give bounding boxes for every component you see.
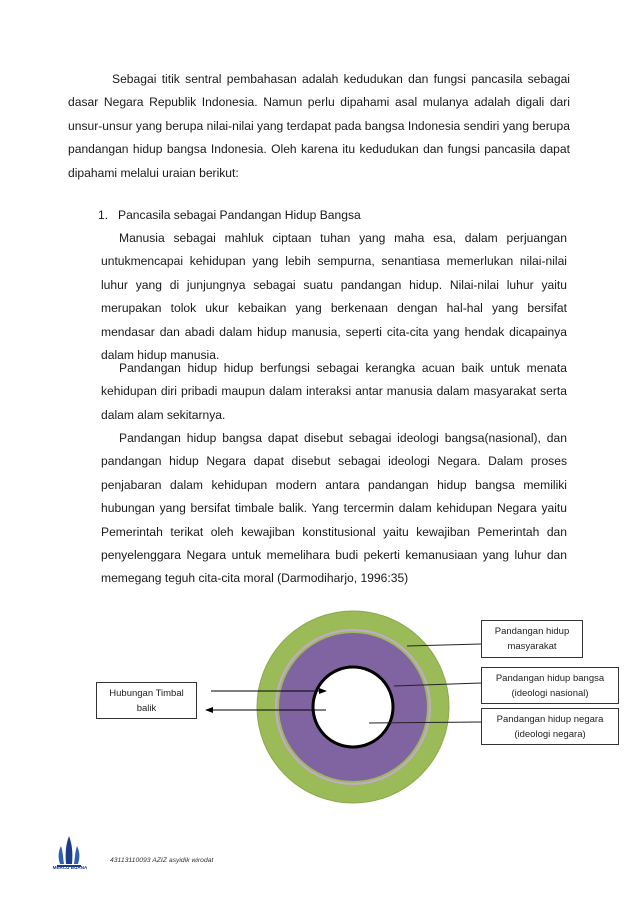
paragraph-kerangka-acuan: Pandangan hidup hidup berfungsi sebagai kerangka acuan baik untuk menata kehidupan diri pribadi maupun dalam interaksi antar manusia dalam masyarakat serta dalam alam sekitarnya. <box>101 361 567 422</box>
label-negara-line1: Pandangan hidup negara <box>496 714 604 725</box>
label-timbal-line1: Hubungan Timbal <box>109 688 184 699</box>
list-heading-text: Pancasila sebagai Pandangan Hidup Bangsa <box>118 208 361 222</box>
list-number: 1. <box>98 208 109 222</box>
intro-paragraph: Sebagai titik sentral pembahasan adalah kedudukan dan fungsi pancasila sebagai dasar Negara Republik Indonesia. Namun perlu dipahami asal mulanya adalah digali dari unsur-unsur yang berupa nilai-nilai yang terdapat pada bangsa Indonesia sendiri yang berupa pandangan hidup bangsa Indonesia. Oleh karena itu kedudukan dan fungsi pancasila dapat dipahami melalui uraian berikut: <box>68 72 570 180</box>
label-timbal-line2: balik <box>136 703 157 714</box>
logo-name: MERCU BUANA <box>52 865 88 870</box>
label-box-pandangan-hidup-bangsa <box>481 667 619 704</box>
label-bangsa-line1: Pandangan hidup bangsa <box>495 673 605 684</box>
footer-author: 43113110093 AZIZ asyidik wirodat <box>110 857 214 864</box>
label-masyarakat-line2: masyarakat <box>507 641 557 652</box>
label-box-pandangan-hidup-negara <box>481 708 619 745</box>
paragraph-ideologi: Pandangan hidup bangsa dapat disebut sebagai ideologi bangsa(nasional), dan pandangan hidup Negara dapat disebut sebagai ideologi Negara. Dalam proses penjabaran dalam kehidupan modern antara pandangan hidup bangsa memiliki hubungan yang bersifat timbale balik. Yang tercermin dalam kehidupan Negara yaitu Pemerintah terikat oleh kewajiban konstitusional yaitu kewajiban Pemerintah dan penyelenggara Negara untuk memelihara budi pekerti kemanusiaan yang luhur dan memegang teguh cita-cita moral (Darmodiharjo, 1996:35) <box>101 431 567 586</box>
label-negara-line2: (ideologi negara) <box>514 729 586 740</box>
label-masyarakat-line1: Pandangan hidup <box>494 626 570 637</box>
inner-circle-negara <box>313 667 393 747</box>
paragraph-nilai-luhur: Manusia sebagai mahluk ciptaan tuhan yang maha esa, dalam perjuangan untukmencapai kehidupan yang lebih sempurna, senantiasa memerlukan nilai-nilai luhur yang di junjungnya sebagai suatu pandangan hidup. Nilai-nilai luhur yaitu merupakan tolok ukur kebaikan yang berkenaan dengan hal-hal yang bersifat mendasar dan abadi dalam hidup manusia, seperti cita-cita yang hendak dicapainya dalam hidup manusia. <box>101 231 567 363</box>
label-box-hubungan-timbal-balik <box>96 682 197 719</box>
arrow-head-left <box>205 707 213 713</box>
label-box-pandangan-hidup-masyarakat <box>481 620 583 658</box>
label-bangsa-line2: (ideologi nasional) <box>511 688 589 699</box>
